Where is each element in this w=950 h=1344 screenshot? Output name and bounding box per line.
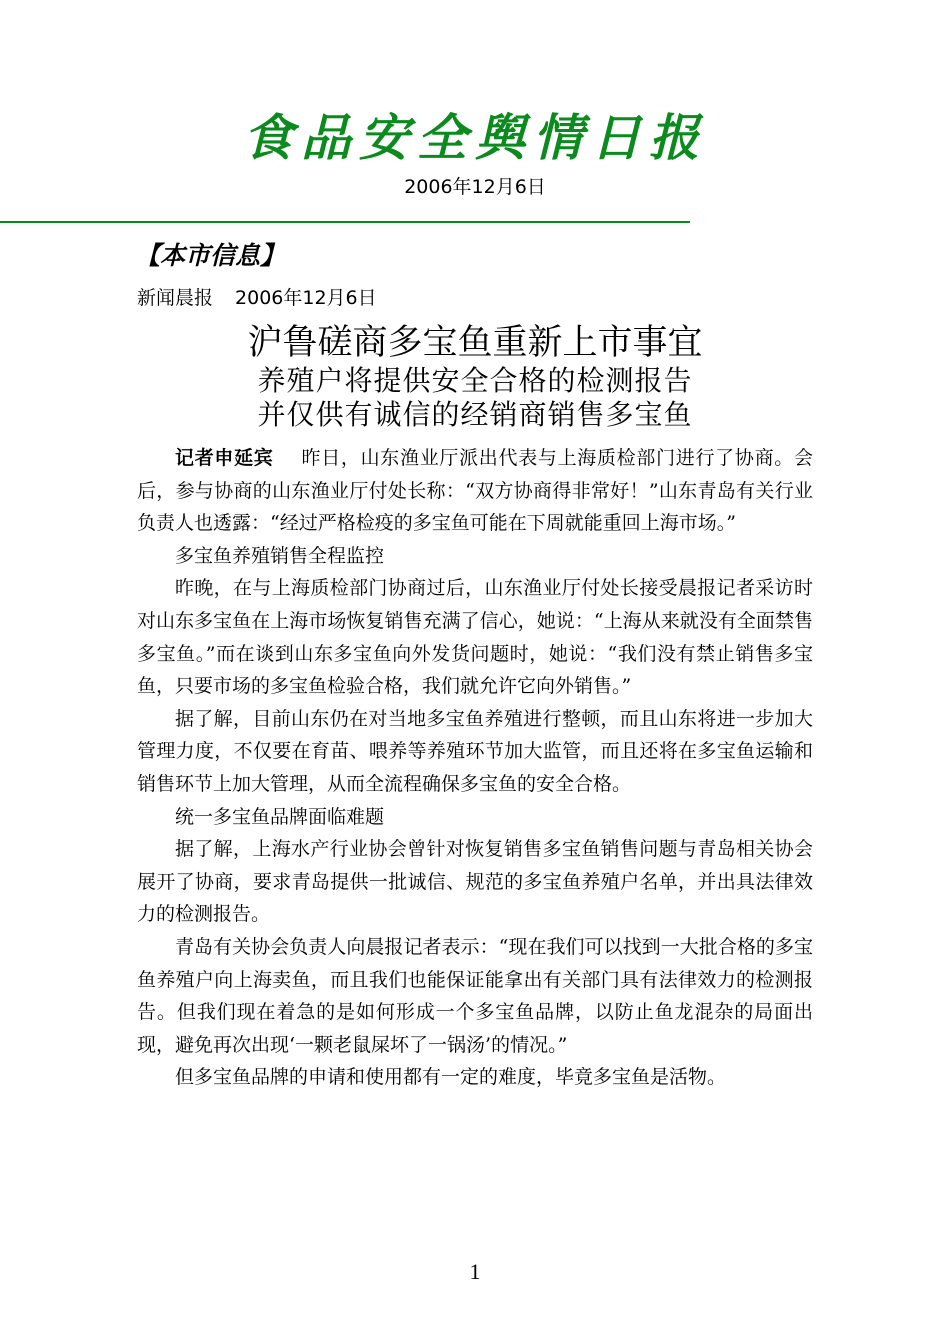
page-number: 1 — [469, 1259, 481, 1284]
article-body — [137, 442, 813, 1094]
subsection-heading: 多宝鱼养殖销售全程监控 — [175, 544, 385, 567]
body-paragraph: 青岛有关协会负责人向晨报记者表示：“现在我们可以找到一大批合格的多宝鱼养殖户向上海卖鱼，而且我们也能保证能拿出有关部门具有法律效力的检测报告。但我们现在着急的是如何形成一个多宝鱼品牌，以防止鱼龙混杂的局面出现，避免再次出现‘一颗老鼠屎坏了一锅汤’的情况。” — [137, 935, 813, 1056]
article-headline: 沪鲁磋商多宝鱼重新上市事宜 — [247, 323, 703, 363]
reporter-byline: 记者申延宾 — [175, 447, 274, 469]
subsection-heading: 统一多宝鱼品牌面临难题 — [175, 805, 385, 828]
section-heading: 【本市信息】 — [135, 241, 286, 270]
lead-paragraph — [137, 442, 813, 540]
article-subheadline-1: 养殖户将提供安全合格的检测报告 — [257, 364, 693, 397]
source-date: 2006年12月6日 — [235, 287, 377, 309]
article-subheadline-2: 并仅供有诚信的经销商销售多宝鱼 — [257, 398, 693, 431]
body-paragraph: 昨晚，在与上海质检部门协商过后，山东渔业厅付处长接受晨报记者采访时对山东多宝鱼在上海市场恢复销售充满了信心，她说：“上海从来就没有全面禁售多宝鱼。”而在谈到山东多宝鱼向外发货问题时，她说：“我们没有禁止销售多宝鱼，只要市场的多宝鱼检验合格，我们就允许它向外销售。” — [137, 577, 813, 698]
newsletter-title: 食品安全舆情日报 — [243, 109, 707, 167]
lead-text: 昨日，山东渔业厅派出代表与上海质检部门进行了协商。会后，参与协商的山东渔业厅付处长称：“双方协商得非常好！”山东青岛有关行业负责人也透露：“经过严格检疫的多宝鱼可能在下周就能重回上海市场。” — [137, 447, 813, 535]
body-paragraph: 据了解，目前山东仍在对当地多宝鱼养殖进行整顿，而且山东将进一步加大管理力度，不仅要在育苗、喂养等养殖环节加大监管，而且还将在多宝鱼运输和销售环节上加大管理，从而全流程确保多宝鱼的安全合格。 — [137, 707, 813, 795]
source-name: 新闻晨报 — [137, 287, 214, 309]
header-divider — [0, 221, 690, 223]
body-paragraph: 据了解，上海水产行业协会曾针对恢复销售多宝鱼销售问题与青岛相关协会展开了协商，要求青岛提供一批诚信、规范的多宝鱼养殖户名单，并出具法律效力的检测报告。 — [137, 838, 813, 926]
newsletter-date: 2006年12月6日 — [404, 176, 546, 198]
article-source — [137, 284, 377, 312]
body-paragraph: 但多宝鱼品牌的申请和使用都有一定的难度，毕竟多宝鱼是活物。 — [175, 1066, 727, 1089]
